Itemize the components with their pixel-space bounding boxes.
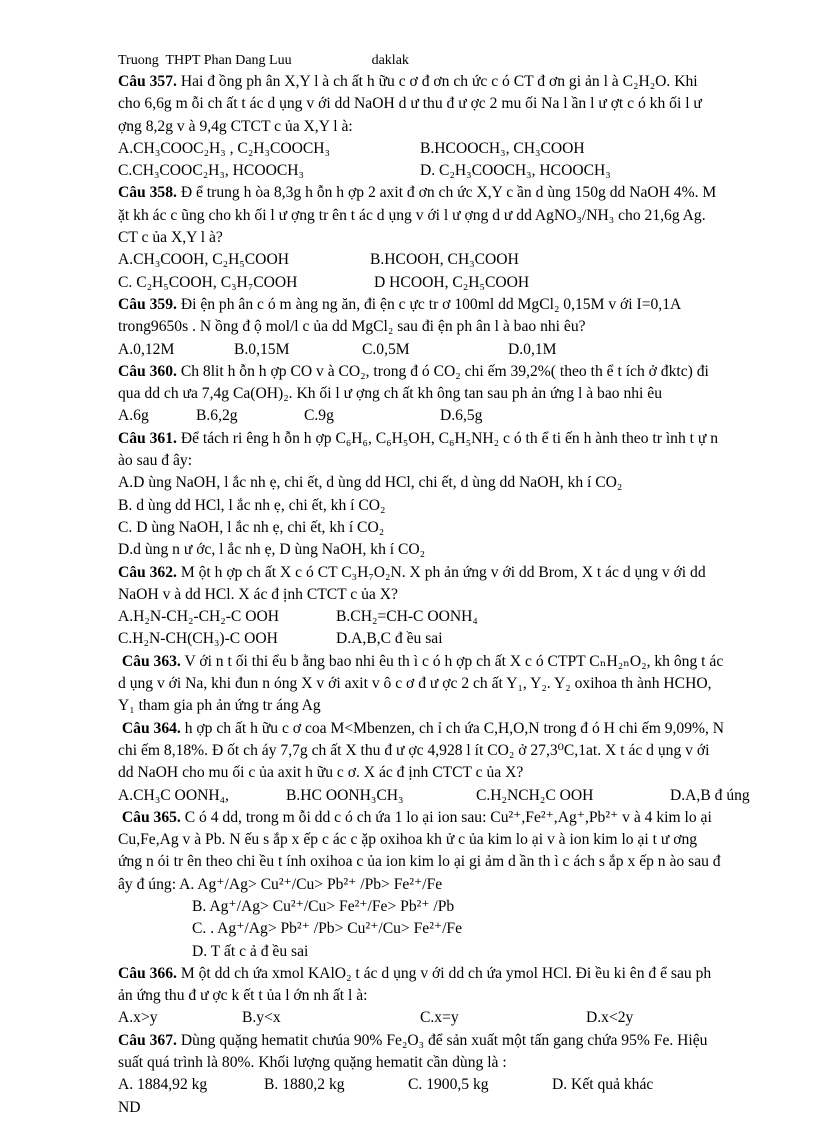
option-d: D. T ất c ả đ ều sai: [192, 942, 309, 960]
option-d: D HCOOH, C₂H₅COOH: [374, 273, 530, 291]
question-367: [118, 1030, 798, 1097]
option-c: C.H₂NCH₂C OOH: [476, 786, 594, 804]
option-c: C. . Ag⁺/Ag> Pb²⁺ /Pb> Cu²⁺/Cu> Fe²⁺/Fe: [192, 920, 463, 938]
question-stem: ản ứng thu đ ư ợc k ết t ủa l ớn nh ất l à:: [118, 987, 368, 1005]
question-stem: M ột h ợp ch ất X c ó CT C₃H₇O₂N. X ph ản ứng v ới dd Brom, X t ác d ụng v ới dd: [180, 563, 706, 581]
question-stem: ây đ úng: A. Ag⁺/Ag> Cu²⁺/Cu> Pb²⁺ /Pb> Fe²⁺/Fe: [118, 875, 443, 893]
location: daklak: [371, 53, 409, 68]
question-stem: qua dd ch ưa 7,4g Ca(OH)₂. Kh ối l ư ợng ch ất kh ông tan sau ph ản ứng l à bao nhi êu: [118, 385, 662, 403]
question-stem: M ột dd ch ứa xmol KAlO₂ t ác d ụng v ới dd ch ứa ymol HCl. Đi ều ki ên đ ể sau ph: [180, 964, 712, 982]
question-359: [118, 294, 798, 361]
option-c: C.0,5M: [362, 340, 410, 358]
question-stem: trong9650s . N ồng đ ộ mol/l c ủa dd MgCl₂ sau đi ện ph ân l à bao nhi êu?: [118, 318, 586, 336]
question-362: [118, 562, 798, 651]
option-c: C. 1900,5 kg: [408, 1076, 489, 1094]
question-361: [118, 428, 798, 562]
question-stem: Dùng quặng hematit chưúa 90% Fe₂O₃ để sản xuất một tấn gang chứa 95% Fe. Hiệu: [180, 1031, 708, 1049]
option-a: A. 1884,92 kg: [118, 1076, 208, 1094]
question-stem: ặt kh ác c ũng cho kh ối l ư ợng tr ên t ác d ụng v ới l ư ợng d ư dd AgNO₃/NH₃ cho 21,6g Ag.: [118, 206, 706, 224]
page-header: [118, 52, 798, 71]
question-stem: Cu,Fe,Ag v à Pb. N ếu s ắp x ếp c ác c ặp oxihoa kh ử c ủa kim lo ại v à ion kim lo ại t ư ơng: [118, 831, 698, 849]
question-364: [118, 718, 798, 807]
option-b: B.6,2g: [196, 407, 238, 425]
question-stem: V ới n t ối thi ểu b ằng bao nhi êu th ì c ó h ợp ch ất X c ó CTPT CₙH₂ₙO₂, kh ông t ác: [184, 652, 724, 670]
question-stem: Ch 8lit h ỗn h ợp CO v à CO₂, trong đ ó CO₂ chi ếm 39,2%( theo th ể t ích ở đktc) đi: [180, 362, 709, 380]
question-stem: cho 6,6g m ỗi ch ất t ác d ụng v ới dd NaOH d ư thu đ ư ợc 2 mu ối Na l ần l ư ợt c ó kh ối l ư: [118, 95, 702, 113]
option-a: A.H₂N-CH₂-CH₂-C OOH: [118, 608, 279, 626]
question-stem: Đi ện ph ân c ó m àng ng ăn, đi ện c ực tr ơ 100ml dd MgCl₂ 0,15M v ới I=0,1A: [180, 295, 682, 313]
option-a: A.0,12M: [118, 340, 175, 358]
question-number: Câu 362.: [118, 563, 177, 581]
option-a: A.CH₃COOC₂H₃ , C₂H₃COOCH₃: [118, 139, 330, 157]
question-365: [118, 807, 798, 963]
option-b: B. 1880,2 kg: [264, 1076, 345, 1094]
question-363: [118, 651, 798, 718]
question-stem: CT c ủa X,Y l à?: [118, 229, 223, 247]
question-stem: ào sau đ ây:: [118, 452, 193, 470]
option-b: B.0,15M: [234, 340, 290, 358]
option-d: D.A,B,C đ ều sai: [336, 630, 443, 648]
question-366: [118, 963, 798, 1030]
option-a: A.CH₃COOH, C₂H₅COOH: [118, 251, 289, 269]
option-c: C. C₂H₅COOH, C₃H₇COOH: [118, 273, 298, 291]
option-b: B. Ag⁺/Ag> Cu²⁺/Cu> Fe²⁺/Fe> Pb²⁺ /Pb: [192, 897, 455, 915]
option-b: B. d ùng dd HCl, l ắc nh ẹ, chi ết, kh í CO₂: [118, 496, 386, 514]
question-stem: h ợp ch ất h ữu c ơ coa M<Mbenzen, ch ỉ ch ứa C,H,O,N trong đ ó H chi ếm 9,09%, N: [180, 719, 725, 737]
question-number: Câu 366.: [118, 964, 177, 982]
question-stem: NaOH v à dd HCl. X ác đ ịnh CTCT c ủa X?: [118, 585, 398, 603]
option-b: B.HCOOH, CH₃COOH: [370, 251, 519, 269]
question-stem: Hai đ ồng ph ân X,Y l à ch ất h ữu c ơ đ ơn ch ức c ó CT đ ơn gi ản l à C₂H₂O. Khi: [180, 73, 698, 90]
question-number: Câu 357.: [118, 73, 177, 90]
option-d: D.d ùng n ư ớc, l ắc nh ẹ, D ùng NaOH, kh í CO₂: [118, 541, 426, 559]
question-number: Câu 363.: [121, 652, 181, 670]
option-d: D.6,5g: [440, 407, 483, 425]
question-stem: ợng 8,2g v à 9,4g CTCT c ủa X,Y l à:: [118, 117, 353, 135]
option-d: D.0,1M: [508, 340, 557, 358]
option-d: D. C₂H₃COOCH₃, HCOOCH₃: [420, 162, 611, 180]
question-stem: dd NaOH cho mu ối c ủa axit h ữu c ơ. X ác đ ịnh CTCT c ủa X?: [118, 764, 524, 782]
option-c: C.x=y: [420, 1009, 459, 1027]
question-number: Câu 358.: [118, 184, 177, 202]
question-number: Câu 364.: [121, 719, 181, 737]
page-footer: ND: [118, 1098, 141, 1116]
question-stem: suất quá trình là 80%. Khối lượng quặng hematit cần dùng là :: [118, 1054, 507, 1072]
question-stem: chi ếm 8,18%. Đ ốt ch áy 7,7g ch ất X thu đ ư ợc 4,928 l ít CO₂ ở 27,3⁰C,1at. X t ác d ụng v ới: [118, 741, 710, 759]
option-c: C.9g: [304, 407, 334, 425]
document-page: [118, 52, 798, 1119]
option-b: B.HC OONH₃CH₃: [286, 786, 404, 804]
option-c: C.H₂N-CH(CH₃)-C OOH: [118, 630, 278, 648]
option-b: B.y<x: [242, 1009, 281, 1027]
option-b: B.CH₂=CH-C OONH₄: [336, 608, 478, 626]
question-stem: ứng n ói tr ên theo chi ều t ính oxihoa c ủa ion kim lo ại gi ảm d ần th ì c ách s ắp x ếp n ào sau đ: [118, 853, 721, 871]
question-number: Câu 360.: [118, 362, 177, 380]
question-number: Câu 367.: [118, 1031, 177, 1049]
question-360: [118, 361, 798, 428]
question-357: [118, 71, 798, 182]
option-d: D.A,B đ úng: [670, 786, 750, 804]
option-c: C.CH₃COOC₂H₃, HCOOCH₃: [118, 162, 304, 180]
question-stem: Đ ể trung h òa 8,3g h ỗn h ợp 2 axit đ ơn ch ức X,Y c ần d ùng 150g dd NaOH 4%. M: [180, 184, 717, 202]
question-stem: d ụng v ới Na, khi đun n óng X v ới axit v ô c ơ đ ư ợc 2 ch ất Y₁, Y₂. Y₂ oxihoa th ành HCHO,: [118, 675, 712, 693]
option-a: A.x>y: [118, 1009, 158, 1027]
question-stem: Y₁ tham gia ph ản ứng tr áng Ag: [118, 697, 321, 715]
option-d: D. Kết quả khác: [552, 1076, 654, 1094]
option-c: C. D ùng NaOH, l ắc nh ẹ, chi ết, kh í CO₂: [118, 518, 385, 536]
question-number: Câu 365.: [121, 808, 181, 826]
option-a: A.D ùng NaOH, l ắc nh ẹ, chi ết, d ùng dd HCl, chi ết, d ùng dd NaOH, kh í CO₂: [118, 474, 623, 492]
question-stem: Để tách ri êng h ỗn h ợp C₆H₆, C₆H₅OH, C₆H₅NH₂ c ó th ể ti ến h ành theo tr ình t ự n: [180, 429, 719, 447]
option-b: B.HCOOCH₃, CH₃COOH: [420, 139, 585, 157]
option-a: A.CH₃C OONH₄,: [118, 786, 229, 804]
school-name: Truong THPT Phan Dang Luu: [118, 53, 292, 68]
question-358: [118, 182, 798, 293]
option-a: A.6g: [118, 407, 149, 425]
question-number: Câu 359.: [118, 295, 177, 313]
question-stem: C ó 4 dd, trong m ỗi dd c ó ch ứa 1 lo ại ion sau: Cu²⁺,Fe²⁺,Ag⁺,Pb²⁺ v à 4 kim lo ại: [184, 808, 712, 826]
question-number: Câu 361.: [118, 429, 177, 447]
option-d: D.x<2y: [586, 1009, 634, 1027]
